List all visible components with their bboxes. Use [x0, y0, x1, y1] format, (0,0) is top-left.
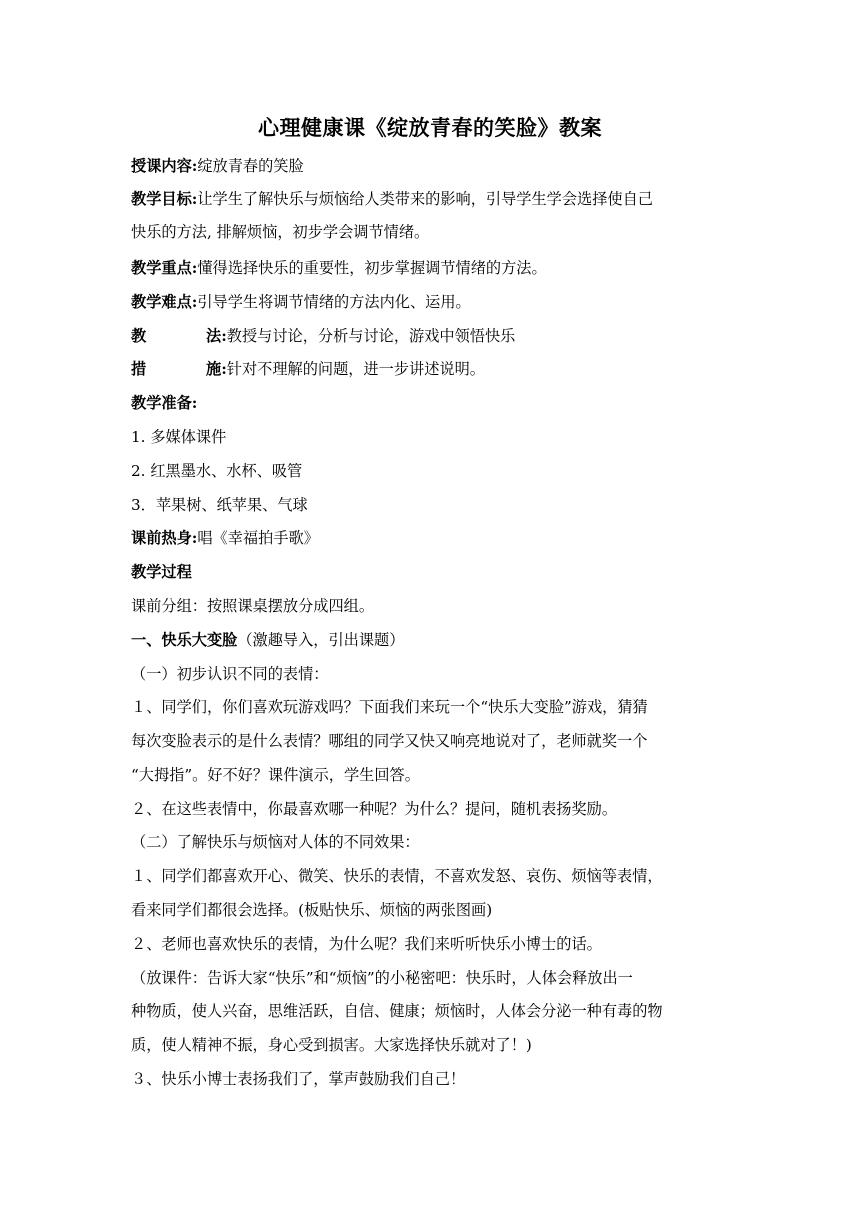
paragraph-line: （放课件：告诉大家“快乐”和“烦恼”的小秘密吧：快乐时，人体会释放出一 — [131, 969, 633, 987]
content-value: 绽放青春的笑脸 — [197, 157, 304, 175]
document-title: 心理健康课《绽放青春的笑脸》教案 — [258, 115, 602, 140]
content-label: 授课内容: — [131, 157, 198, 175]
method-label-b: 法: — [206, 327, 227, 345]
key-value: 懂得选择快乐的重要性，初步掌握调节情绪的方法。 — [197, 259, 547, 277]
paragraph-line: 种物质，使人兴奋，思维活跃，自信、健康；烦恼时，人体会分泌一种有毒的物 — [131, 1002, 663, 1020]
goal-value: 让学生了解快乐与烦恼给人类带来的影响，引导学生学会选择使自己 — [197, 190, 653, 208]
goal-line — [131, 189, 736, 209]
section1-note: （激趣导入，引出课题） — [237, 631, 405, 649]
measure-line — [131, 359, 736, 379]
key-line — [131, 258, 736, 278]
warmup-label: 课前热身: — [131, 529, 198, 547]
paragraph-line: 看来同学们都很会选择。(板贴快乐、烦恼的两张图画) — [131, 901, 493, 919]
paragraph-line: 质，使人精神不振，身心受到损害。大家选择快乐就对了！) — [131, 1036, 532, 1054]
paragraph-line: ２、老师也喜欢快乐的表情，为什么呢？我们来听听快乐小博士的话。 — [131, 935, 602, 953]
process-heading: 教学过程 — [131, 563, 192, 581]
prep-item: 3．苹果树、纸苹果、气球 — [131, 496, 308, 514]
method-line — [131, 326, 736, 346]
prep-label: 教学准备: — [131, 394, 198, 412]
prep-item: 2. 红黑墨水、水杯、吸管 — [131, 462, 303, 480]
grouping-line: 课前分组：按照课桌摆放分成四组。 — [131, 597, 374, 615]
goal-line-2: 快乐的方法, 排解烦恼，初步学会调节情绪。 — [131, 223, 430, 241]
section1-title: 一、快乐大变脸 — [131, 631, 238, 649]
measure-value: 针对不理解的问题，进一步讲述说明。 — [226, 360, 485, 378]
difficulty-label: 教学难点: — [131, 293, 198, 311]
method-label-a: 教 — [131, 327, 147, 345]
goal-label: 教学目标: — [131, 190, 198, 208]
subheading: （一）初步认识不同的表情： — [131, 665, 329, 683]
paragraph-line: ２、在这些表情中，你最喜欢哪一种呢？为什么？提问，随机表扬奖励。 — [131, 800, 617, 818]
method-value: 教授与讨论，分析与讨论，游戏中领悟快乐 — [226, 327, 516, 345]
measure-label-b: 施: — [206, 360, 227, 378]
paragraph-line: １、同学们都喜欢开心、微笑、快乐的表情，不喜欢发怒、哀伤、烦恼等表情， — [131, 867, 663, 885]
paragraph-line: ３、快乐小博士表扬我们了，掌声鼓励我们自己！ — [131, 1070, 466, 1088]
paragraph-line: １、同学们，你们喜欢玩游戏吗？下面我们来玩一个“快乐大变脸”游戏，猜猜 — [131, 698, 648, 716]
difficulty-value: 引导学生将调节情绪的方法内化、运用。 — [197, 293, 471, 311]
prep-item: 1. 多媒体课件 — [131, 428, 227, 446]
key-label: 教学重点: — [131, 259, 198, 277]
content-line — [131, 156, 736, 176]
warmup-value: 唱《幸福拍手歌》 — [197, 529, 319, 547]
measure-label-a: 措 — [131, 360, 147, 378]
warmup-line — [131, 528, 736, 548]
section1-line — [131, 630, 736, 650]
paragraph-line: “大拇指”。好不好？课件演示，学生回答。 — [131, 766, 420, 784]
subheading: （二）了解快乐与烦恼对人体的不同效果： — [131, 833, 420, 851]
difficulty-line — [131, 292, 736, 312]
paragraph-line: 每次变脸表示的是什么表情？哪组的同学又快又响亮地说对了，老师就奖一个 — [131, 732, 648, 750]
